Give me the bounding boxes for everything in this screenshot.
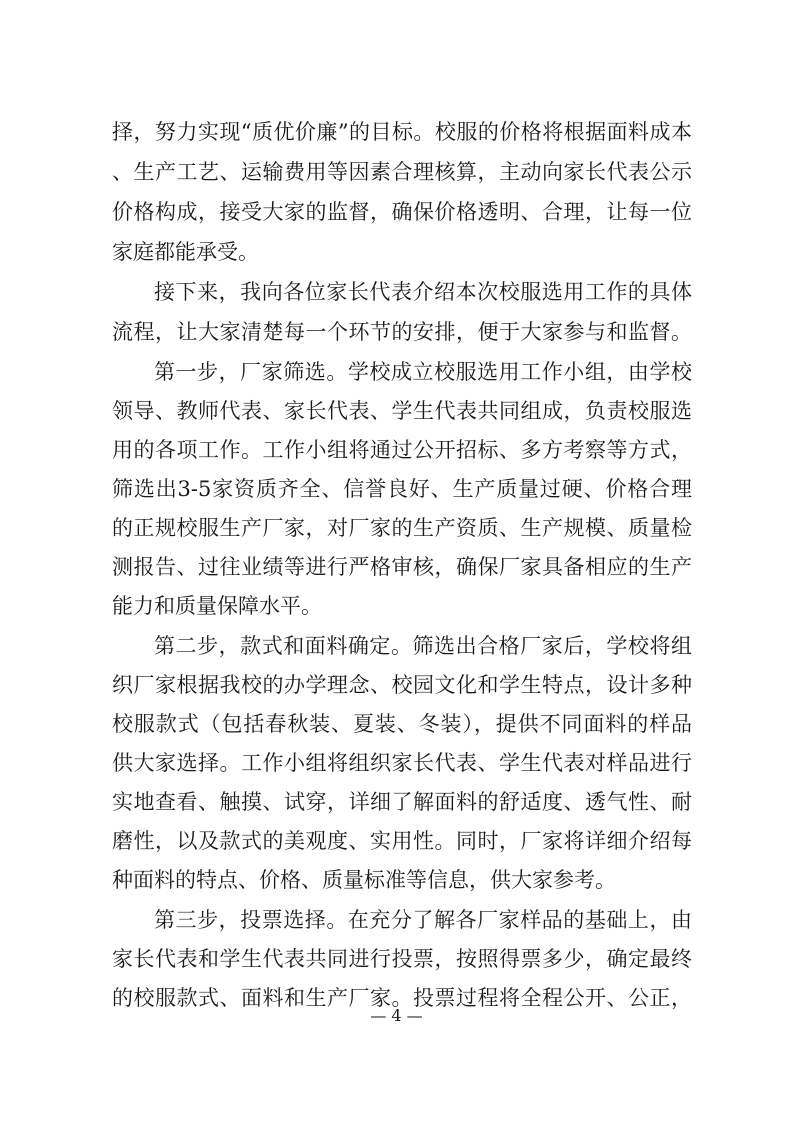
page-number: — 4 — — [370, 1006, 423, 1025]
text-line: 能力和质量保障水平。 — [112, 594, 322, 618]
text-line: 实地查看、触摸、试穿，详细了解面料的舒适度、透气性、耐 — [112, 790, 692, 814]
text-line: 校服款式（包括春秋装、夏装、冬装），提供不同面料的样品 — [112, 712, 692, 736]
text-line: 家庭都能承受。 — [112, 240, 259, 264]
text-line: 的正规校服生产厂家，对厂家的生产资质、生产规模、质量检 — [112, 516, 692, 540]
text-line: 择，努力实现“质优价廉”的目标。校服的价格将根据面料成本 — [112, 120, 692, 144]
text-line: 流程，让大家清楚每一个环节的安排，便于大家参与和监督。 — [112, 320, 692, 344]
text-line: 筛选出3-5家资质齐全、信誉良好、生产质量过硬、价格合理 — [112, 477, 692, 501]
text-line: 价格构成，接受大家的监督，确保价格透明、合理，让每一位 — [112, 200, 692, 224]
text-line: 第三步，投票选择。在充分了解各厂家样品的基础上，由 — [154, 908, 692, 932]
text-line: 磨性，以及款式的美观度、实用性。同时，厂家将详细介绍每 — [112, 829, 692, 853]
text-line: 的校服款式、面料和生产厂家。投票过程将全程公开、公正， — [112, 986, 692, 1010]
text-line: 第一步，厂家筛选。学校成立校服选用工作小组，由学校 — [154, 360, 692, 384]
text-line: 用的各项工作。工作小组将通过公开招标、多方考察等方式， — [112, 438, 692, 462]
text-line: 接下来，我向各位家长代表介绍本次校服选用工作的具体 — [154, 280, 692, 304]
text-line: 第二步，款式和面料确定。筛选出合格厂家后，学校将组 — [154, 634, 692, 658]
text-line: 种面料的特点、价格、质量标准等信息，供大家参考。 — [112, 868, 616, 892]
text-line: 家长代表和学生代表共同进行投票，按照得票多少，确定最终 — [112, 947, 692, 971]
text-line: 、生产工艺、运输费用等因素合理核算，主动向家长代表公示 — [112, 160, 692, 184]
text-line: 领导、教师代表、家长代表、学生代表共同组成，负责校服选 — [112, 399, 692, 423]
text-line: 测报告、过往业绩等进行严格审核，确保厂家具备相应的生产 — [112, 555, 692, 579]
text-line: 织厂家根据我校的办学理念、校园文化和学生特点，设计多种 — [112, 673, 692, 697]
text-line: 供大家选择。工作小组将组织家长代表、学生代表对样品进行 — [112, 751, 692, 775]
